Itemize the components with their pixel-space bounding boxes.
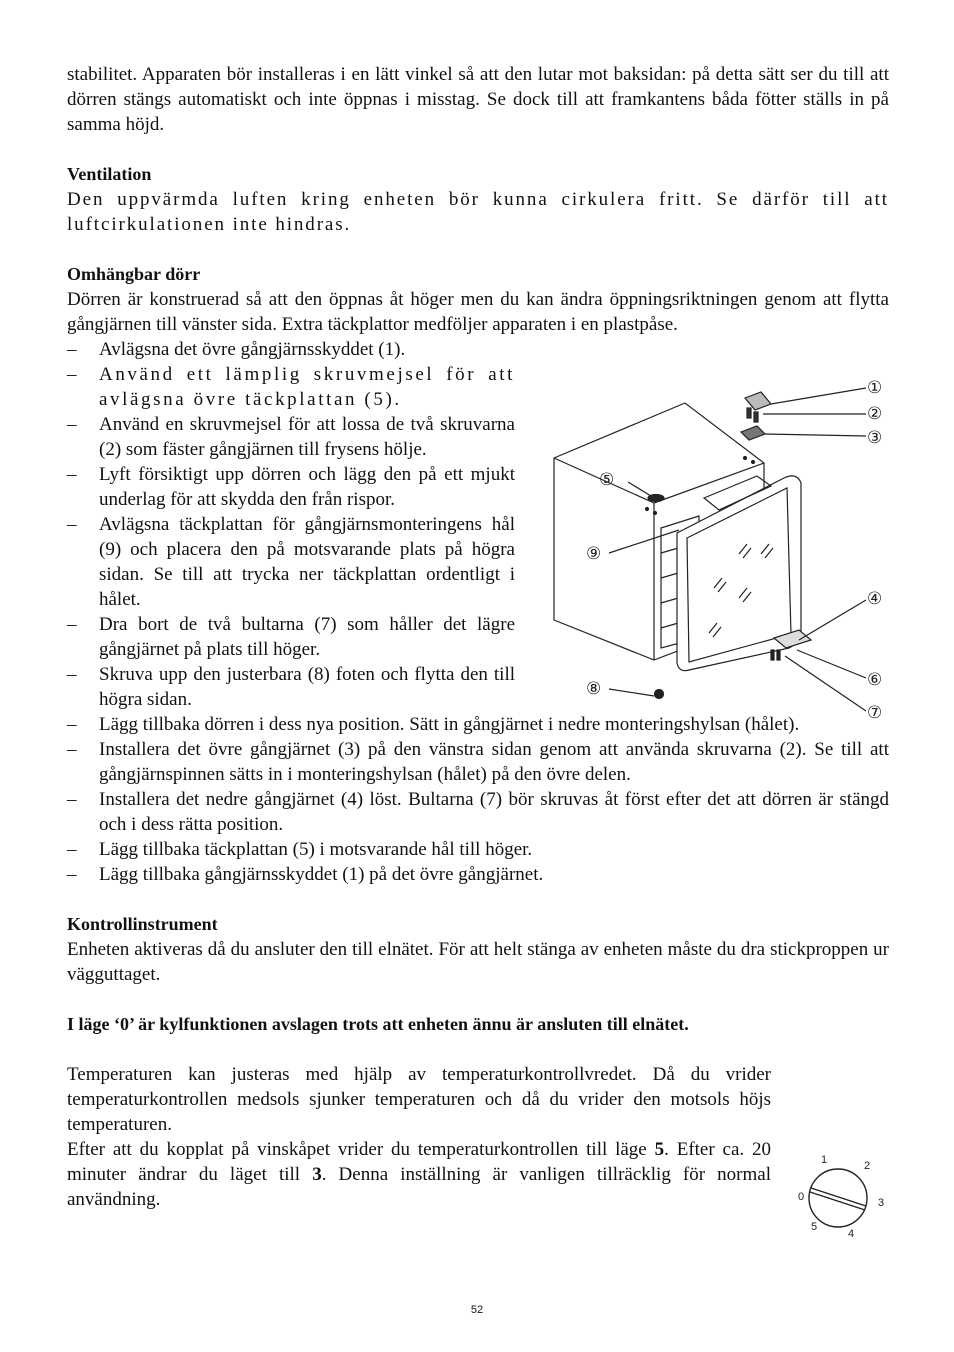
callout-6: ⑥ (867, 670, 883, 689)
temperature-dial-diagram (788, 1148, 898, 1248)
list-item: – Avlägsna det övre gångjärnsskyddet (1). (67, 339, 406, 360)
list-item: – Lägg tillbaka dörren i dess nya position. Sätt in gångjärnet i nedre monteringshylsan (hålet). (67, 714, 800, 735)
list-item: – Lyft försiktigt upp dörren och lägg den på ett mjukt underlag för att skydda den från rispor. (67, 464, 515, 510)
controls-heading: Kontrollinstrument (67, 914, 218, 934)
dial-label-0: 0 (798, 1191, 805, 1203)
callout-2: ② (867, 404, 883, 423)
ventilation-heading: Ventilation (67, 164, 152, 184)
temperature-section (67, 1062, 771, 1212)
page-number: 52 (470, 1304, 484, 1316)
callout-5: ⑤ (599, 470, 615, 489)
dash-bullet: – (67, 614, 77, 635)
temperature-paragraph-2: Efter att du kopplat på vinskåpet vrider du temperaturkontrollen till läge 5. Efter ca. 20 minuter ändrar du läget till 3. Denna inställning är vanligen tillräcklig för normal användning. (67, 1139, 772, 1210)
list-item: – Installera det nedre gångjärnet (4) löst. Bultarna (7) bör skruvas åt först efter det att dörren är stängd och i dess rätta position. (67, 789, 889, 835)
dial-label-5: 5 (811, 1221, 818, 1233)
dash-bullet: – (67, 364, 80, 385)
list-item: – Skruva upp den justerbara (8) foten och flytta den till högra sidan. (67, 664, 515, 710)
callout-9: ⑨ (586, 544, 602, 563)
door-heading: Omhängbar dörr (67, 264, 201, 284)
callout-4: ④ (867, 589, 883, 608)
list-item: – Använd ett lämplig skruvmejsel för att avlägsna övre täckplattan (5). (67, 364, 515, 410)
list-item: – Använd en skruvmejsel för att lossa de två skruvarna (2) som fäster gångjärnen till frysens hölje. (67, 414, 515, 460)
dash-bullet: – (67, 789, 77, 810)
controls-note: I läge ‘0’ är kylfunktionen avslagen trots att enheten ännu är ansluten till elnätet. (67, 1014, 689, 1034)
callout-3: ③ (867, 428, 883, 447)
list-item: – Installera det övre gångjärnet (3) på den vänstra sidan genom att använda skruvarna (2). Se till att gångjärnspinnen sätts in i monteringshylsan (hålet) på den övre delen. (67, 739, 889, 785)
dash-bullet: – (67, 714, 77, 735)
dash-bullet: – (67, 739, 77, 760)
dial-label-3: 3 (878, 1197, 885, 1209)
dial-label-4: 4 (848, 1228, 855, 1240)
dash-bullet: – (67, 514, 77, 535)
list-item: – Lägg tillbaka gångjärnsskyddet (1) på det övre gångjärnet. (67, 864, 544, 885)
door-reversal-diagram (549, 368, 894, 720)
list-item: – Lägg tillbaka täckplattan (5) i motsvarande hål till höger. (67, 839, 533, 860)
callout-1: ① (867, 378, 883, 397)
dial-label-1: 1 (821, 1154, 828, 1166)
door-paragraph: Dörren är konstruerad så att den öppnas åt höger men du kan ändra öppningsriktningen genom att flytta gångjärnen till vänster sida. Extra täckplattor medföljer apparaten i en plastpåse. (67, 289, 889, 335)
dash-bullet: – (67, 339, 77, 360)
door-steps-list-continued (67, 712, 889, 887)
list-item: – Avlägsna täckplattan för gångjärnsmonteringens hål (9) och placera den på motsvarande plats på högra sidan. Se till att trycka ner täckplattan ordentligt i hålet. (67, 514, 515, 610)
dash-bullet: – (67, 464, 77, 485)
dial-label-2: 2 (864, 1160, 871, 1172)
intro-paragraph: stabilitet. Apparaten bör installeras i en lätt vinkel så att den lutar mot baksidan: på detta sätt ser du till att dörren stängs automatiskt och inte öppnas i misstag. Se dock till att framkantens båda fötter ställs in på samma höjd. (67, 64, 889, 135)
dash-bullet: – (67, 864, 77, 885)
temperature-paragraph-1: Temperaturen kan justeras med hjälp av temperaturkontrollvredet. Då du vrider temperaturkontrollen medsols sjunker temperaturen och då du vrider den motsols höjs temperaturen. (67, 1064, 771, 1135)
callout-7: ⑦ (867, 703, 883, 720)
dash-bullet: – (67, 414, 77, 435)
controls-paragraph: Enheten aktiveras då du ansluter den till elnätet. För att helt stänga av enheten måste du dra stickproppen ur vägguttaget. (67, 939, 889, 985)
ventilation-paragraph: Den uppvärmda luften kring enheten bör kunna cirkulera fritt. Se därför till att luftcirkulationen inte hindras. (67, 189, 889, 235)
list-item: – Dra bort de två bultarna (7) som håller det lägre gångjärnet på plats till höger. (67, 614, 515, 660)
dash-bullet: – (67, 839, 77, 860)
callout-8: ⑧ (586, 679, 602, 698)
dash-bullet: – (67, 664, 77, 685)
